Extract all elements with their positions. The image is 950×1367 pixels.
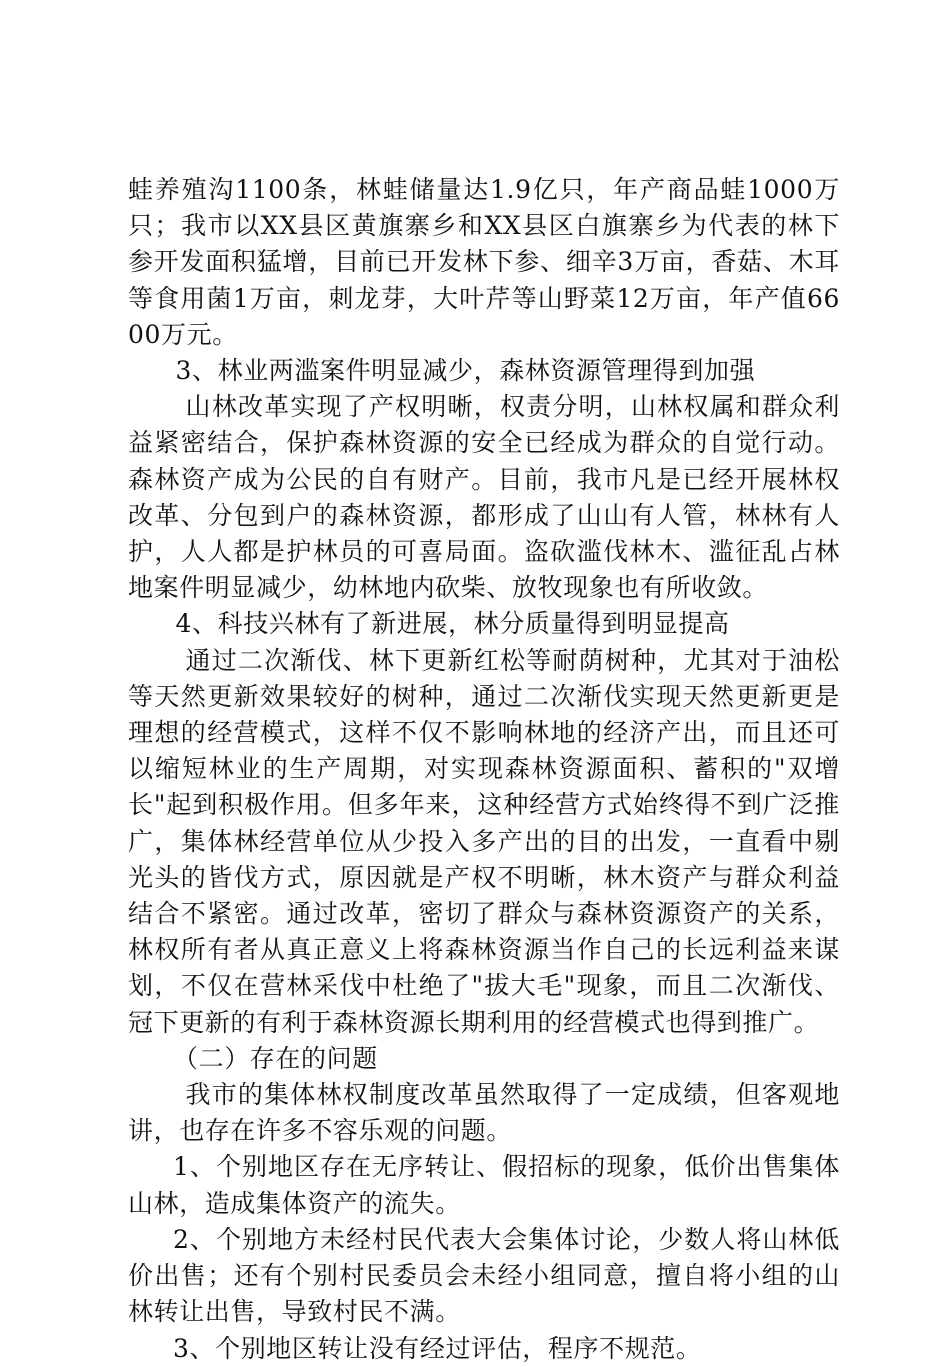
problem-item-3: 3、个别地区转让没有经过评估，程序不规范。 (173, 1333, 702, 1363)
problem-item-1: 1、个别地区存在无序转让、假招标的现象，低价出售集体山林，造成集体资产的流失。 (128, 1152, 840, 1218)
section-heading-4: 4、科技兴林有了新进展，林分质量得到明显提高 (175, 609, 730, 639)
paragraph-continuation: 蛙养殖沟1100条，林蛙储量达1.9亿只，年产商品蛙1000万只；我市以XX县区黄旗寨乡和XX县区白旗寨乡为代表的林下参开发面积猛增，目前已开发林下参、细辛3万亩，香菇、木耳等食用菌1万亩，刺龙芽，大叶芹等山野菜12万亩，年产值6600万元。 (128, 175, 840, 349)
section-heading-3: 3、林业两滥案件明显减少，森林资源管理得到加强 (175, 356, 756, 386)
problem-item-2: 2、个别地方未经村民代表大会集体讨论，少数人将山林低价出售；还有个别村民委员会未经小组同意，擅自将小组的山林转让出售，导致村民不满。 (128, 1224, 840, 1327)
paragraph-technology: 通过二次渐伐、林下更新红松等耐荫树种，尤其对于油松等天然更新效果较好的树种，通过二次渐伐实现天然更新更是理想的经营模式，这样不仅不影响林地的经济产出，而且还可以缩短林业的生产周期，对实现森林资源面积、蓄积的"双增长"起到积极作用。但多年来，这种经营方式始终得不到广泛推广，集体林经营单位从少投入多产出的目的出发，一直看中剔光头的皆伐方式，原因就是产权不明晰，林木资产与群众利益结合不紧密。通过改革，密切了群众与森林资源资产的关系，林权所有者从真正意义上将森林资源当作自己的长远利益来谋划，不仅在营林采伐中杜绝了"拔大毛"现象，而且二次渐伐、冠下更新的有利于森林资源长期利用的经营模式也得到推广。 (128, 645, 840, 1037)
paragraph-problems-intro: 我市的集体林权制度改革虽然取得了一定成绩，但客观地讲，也存在许多不容乐观的问题。 (128, 1080, 840, 1146)
paragraph-forest-management: 山林改革实现了产权明晰，权责分明，山林权属和群众利益紧密结合，保护森林资源的安全已经成为群众的自觉行动。森林资产成为公民的自有财产。目前，我市凡是已经开展林权改革、分包到户的森林资源，都形成了山山有人管，林林有人护，人人都是护林员的可喜局面。盗砍滥伐林木、滥征乱占林地案件明显减少，幼林地内砍柴、放牧现象也有所收敛。 (128, 392, 840, 603)
subsection-heading-problems: （二）存在的问题 (173, 1043, 378, 1073)
document-body (128, 172, 840, 1367)
